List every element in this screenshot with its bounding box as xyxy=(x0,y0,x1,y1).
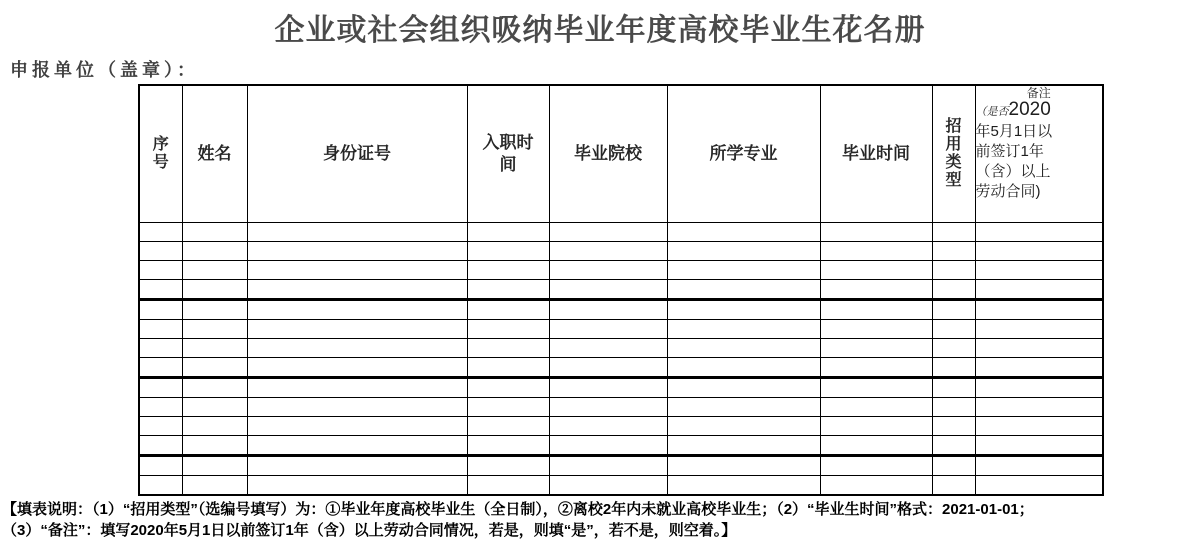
empty-cell xyxy=(820,416,932,435)
empty-cell xyxy=(932,416,975,435)
col-header-ruzhishijian-line1: 入职时 xyxy=(482,132,534,152)
empty-cell xyxy=(667,357,820,377)
beizhu-line2-year: 2020 xyxy=(1008,99,1051,120)
empty-cell xyxy=(932,475,975,495)
footer-notes xyxy=(2,499,1200,541)
empty-cell xyxy=(975,299,1103,319)
empty-cell xyxy=(139,475,182,495)
empty-cell xyxy=(820,260,932,279)
table-row xyxy=(139,455,1103,475)
empty-cell xyxy=(247,416,467,435)
col-header-biyeshijian-label: 毕业时间 xyxy=(842,143,910,163)
table-header-row xyxy=(139,85,1103,222)
col-header-xuhao-line2: 号 xyxy=(152,153,169,171)
col-header-biyeshijian xyxy=(820,85,932,222)
col-header-ruzhishijian-line2: 间 xyxy=(499,154,517,174)
table-row xyxy=(139,260,1103,279)
table-row xyxy=(139,435,1103,455)
empty-cell xyxy=(932,357,975,377)
empty-cell xyxy=(182,299,247,319)
empty-cell xyxy=(247,377,467,397)
page-title: 企业或社会组织吸纳毕业年度高校毕业生花名册 xyxy=(274,14,926,47)
empty-cell xyxy=(549,377,667,397)
empty-cell xyxy=(932,279,975,299)
table-row xyxy=(139,357,1103,377)
beizhu-line2-prefix: （是否 xyxy=(975,106,1009,118)
empty-cell xyxy=(667,475,820,495)
col-header-biyeyuanxiao xyxy=(549,85,667,222)
empty-cell xyxy=(182,279,247,299)
col-header-xuhao-line1: 序 xyxy=(152,135,169,153)
empty-cell xyxy=(182,475,247,495)
empty-cell xyxy=(932,397,975,416)
empty-cell xyxy=(247,455,467,475)
empty-cell xyxy=(139,455,182,475)
empty-cell xyxy=(139,397,182,416)
empty-cell xyxy=(139,435,182,455)
empty-cell xyxy=(932,299,975,319)
empty-cell xyxy=(820,299,932,319)
empty-cell xyxy=(467,455,549,475)
empty-cell xyxy=(182,241,247,260)
empty-cell xyxy=(549,475,667,495)
col-header-zhaoyongleixing-char2: 用 xyxy=(945,135,962,153)
empty-cell xyxy=(975,357,1103,377)
empty-cell xyxy=(975,475,1103,495)
empty-cell xyxy=(247,319,467,338)
empty-cell xyxy=(182,455,247,475)
beizhu-line2 xyxy=(976,100,1103,122)
empty-cell xyxy=(182,397,247,416)
empty-cell xyxy=(139,357,182,377)
empty-cell xyxy=(182,435,247,455)
empty-cell xyxy=(549,222,667,241)
table-row xyxy=(139,279,1103,299)
col-header-xuhao xyxy=(139,85,182,222)
empty-cell xyxy=(820,338,932,357)
roster-table xyxy=(138,84,1104,496)
empty-cell xyxy=(139,241,182,260)
empty-cell xyxy=(975,338,1103,357)
empty-cell xyxy=(467,435,549,455)
table-body xyxy=(139,222,1103,495)
empty-cell xyxy=(667,377,820,397)
empty-cell xyxy=(975,455,1103,475)
empty-cell xyxy=(549,435,667,455)
empty-cell xyxy=(975,222,1103,241)
beizhu-line6: 劳动合同) xyxy=(975,183,1041,200)
empty-cell xyxy=(667,279,820,299)
empty-cell xyxy=(820,279,932,299)
empty-cell xyxy=(467,416,549,435)
footer-note-line1: 【填表说明：（1）“招用类型”（选编号填写）为：①毕业年度高校毕业生（全日制），②离校2年内未就业高校毕业生；（2）“毕业生时间”格式：2021-01-01； xyxy=(2,500,1034,518)
table-row xyxy=(139,377,1103,397)
empty-cell xyxy=(932,222,975,241)
empty-cell xyxy=(247,241,467,260)
table-row xyxy=(139,338,1103,357)
empty-cell xyxy=(820,455,932,475)
empty-cell xyxy=(975,416,1103,435)
col-header-zhaoyongleixing-char4: 型 xyxy=(945,171,962,189)
col-header-zhaoyongleixing xyxy=(932,85,975,222)
table-row xyxy=(139,397,1103,416)
empty-cell xyxy=(467,319,549,338)
empty-cell xyxy=(667,299,820,319)
empty-cell xyxy=(820,397,932,416)
empty-cell xyxy=(182,377,247,397)
empty-cell xyxy=(975,377,1103,397)
empty-cell xyxy=(549,416,667,435)
empty-cell xyxy=(667,338,820,357)
empty-cell xyxy=(975,319,1103,338)
col-header-biyeyuanxiao-label: 毕业院校 xyxy=(574,143,642,163)
empty-cell xyxy=(820,475,932,495)
empty-cell xyxy=(932,338,975,357)
empty-cell xyxy=(467,260,549,279)
empty-cell xyxy=(932,455,975,475)
col-header-zhaoyongleixing-char3: 类 xyxy=(945,153,962,171)
col-header-ruzhishijian xyxy=(467,85,549,222)
empty-cell xyxy=(467,377,549,397)
empty-cell xyxy=(182,416,247,435)
table-row xyxy=(139,319,1103,338)
empty-cell xyxy=(932,241,975,260)
empty-cell xyxy=(667,222,820,241)
empty-cell xyxy=(549,338,667,357)
col-header-shenfenzhenghao xyxy=(247,85,467,222)
empty-cell xyxy=(467,241,549,260)
empty-cell xyxy=(975,397,1103,416)
col-header-beizhu xyxy=(975,85,1103,222)
col-header-suoxuezhuanye xyxy=(667,85,820,222)
empty-cell xyxy=(247,260,467,279)
empty-cell xyxy=(820,377,932,397)
empty-cell xyxy=(932,260,975,279)
table-row xyxy=(139,416,1103,435)
empty-cell xyxy=(667,241,820,260)
empty-cell xyxy=(932,319,975,338)
table-row xyxy=(139,299,1103,319)
beizhu-line5: （含）以上 xyxy=(975,163,1051,180)
col-header-xingming xyxy=(182,85,247,222)
empty-cell xyxy=(139,260,182,279)
empty-cell xyxy=(820,435,932,455)
empty-cell xyxy=(975,279,1103,299)
table-row xyxy=(139,475,1103,495)
empty-cell xyxy=(139,319,182,338)
footer-note-line2: （3）“备注”：填写2020年5月1日以前签订1年（含）以上劳动合同情况，若是，则填“是”，若不是，则空着。】 xyxy=(2,521,737,539)
empty-cell xyxy=(549,319,667,338)
empty-cell xyxy=(975,435,1103,455)
empty-cell xyxy=(549,260,667,279)
empty-cell xyxy=(139,299,182,319)
empty-cell xyxy=(932,377,975,397)
empty-cell xyxy=(247,299,467,319)
empty-cell xyxy=(820,222,932,241)
empty-cell xyxy=(932,435,975,455)
empty-cell xyxy=(467,279,549,299)
empty-cell xyxy=(139,377,182,397)
empty-cell xyxy=(667,416,820,435)
col-header-shenfenzhenghao-label: 身份证号 xyxy=(323,143,391,163)
beizhu-line4: 前签订1年 xyxy=(975,143,1044,160)
beizhu-line3: 年5月1日以 xyxy=(975,123,1053,140)
empty-cell xyxy=(139,222,182,241)
col-header-xingming-label: 姓名 xyxy=(197,143,232,163)
empty-cell xyxy=(247,222,467,241)
empty-cell xyxy=(139,416,182,435)
empty-cell xyxy=(549,397,667,416)
empty-cell xyxy=(182,222,247,241)
empty-cell xyxy=(975,260,1103,279)
table-row xyxy=(139,241,1103,260)
empty-cell xyxy=(667,435,820,455)
declaring-unit-label: 申报单位（盖章）： xyxy=(10,60,199,80)
empty-cell xyxy=(467,475,549,495)
empty-cell xyxy=(247,397,467,416)
beizhu-title: 备注 xyxy=(1026,86,1051,100)
empty-cell xyxy=(247,475,467,495)
empty-cell xyxy=(667,260,820,279)
empty-cell xyxy=(667,397,820,416)
empty-cell xyxy=(975,241,1103,260)
table-row xyxy=(139,222,1103,241)
empty-cell xyxy=(549,455,667,475)
col-header-suoxuezhuanye-label: 所学专业 xyxy=(709,143,778,163)
empty-cell xyxy=(182,260,247,279)
empty-cell xyxy=(549,357,667,377)
empty-cell xyxy=(667,319,820,338)
col-header-zhaoyongleixing-char1: 招 xyxy=(945,117,962,135)
empty-cell xyxy=(247,435,467,455)
empty-cell xyxy=(667,455,820,475)
empty-cell xyxy=(247,279,467,299)
empty-cell xyxy=(182,319,247,338)
empty-cell xyxy=(247,357,467,377)
empty-cell xyxy=(467,338,549,357)
empty-cell xyxy=(182,357,247,377)
empty-cell xyxy=(467,222,549,241)
empty-cell xyxy=(467,357,549,377)
empty-cell xyxy=(549,299,667,319)
empty-cell xyxy=(467,299,549,319)
empty-cell xyxy=(820,319,932,338)
empty-cell xyxy=(549,279,667,299)
empty-cell xyxy=(247,338,467,357)
empty-cell xyxy=(139,279,182,299)
empty-cell xyxy=(820,241,932,260)
empty-cell xyxy=(467,397,549,416)
empty-cell xyxy=(549,241,667,260)
empty-cell xyxy=(820,357,932,377)
empty-cell xyxy=(139,338,182,357)
empty-cell xyxy=(182,338,247,357)
